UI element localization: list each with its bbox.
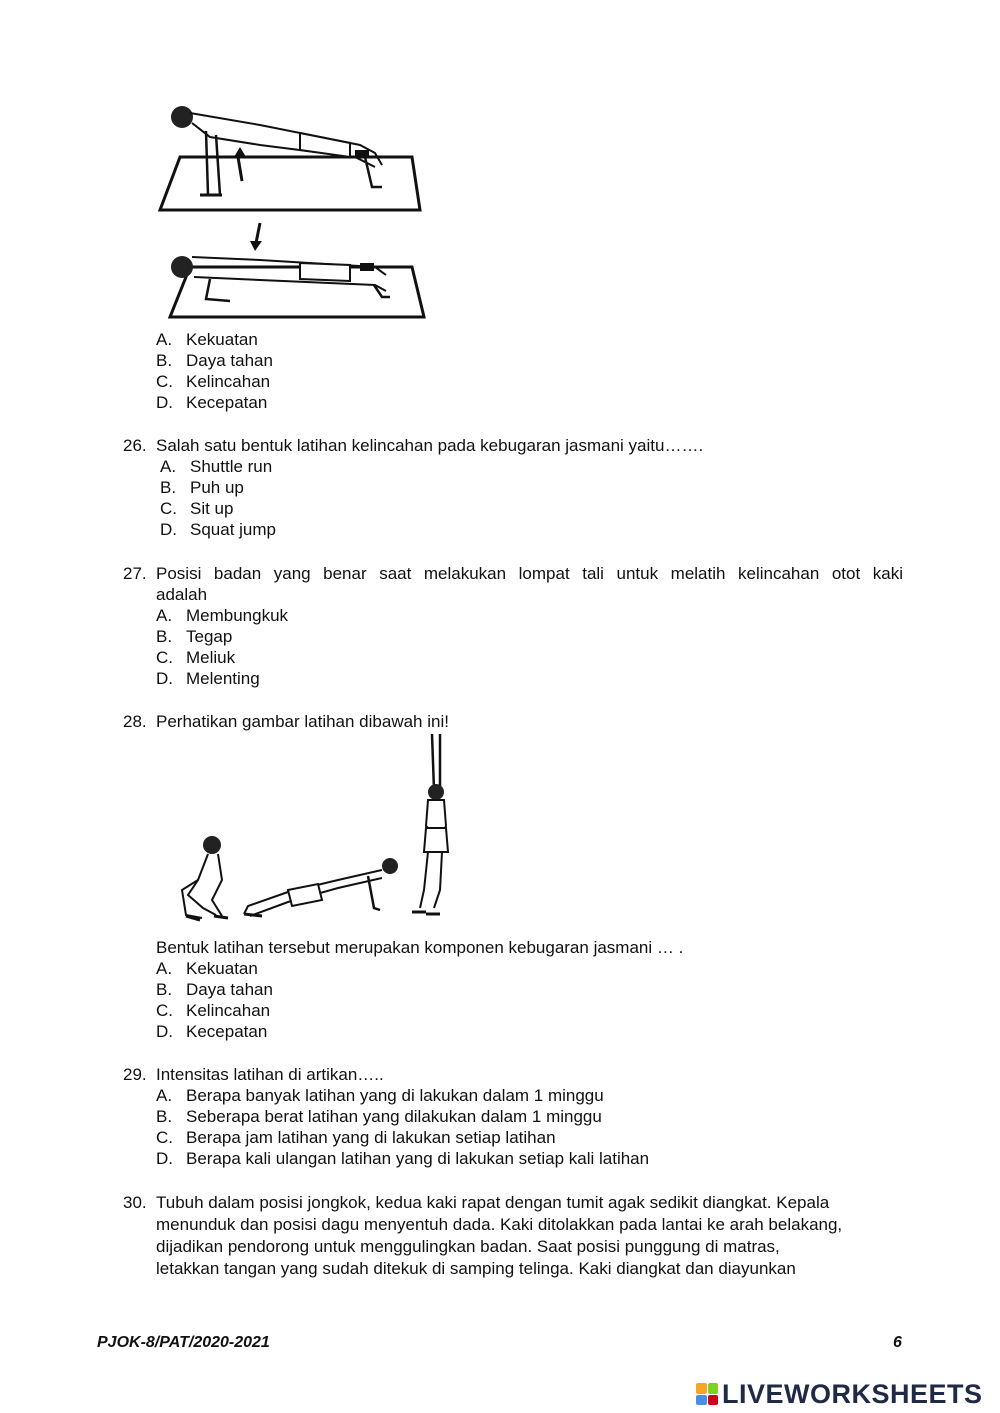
q27-option-text: Tegap bbox=[186, 627, 233, 646]
q27-option-a bbox=[156, 605, 288, 626]
q28-option-a bbox=[156, 958, 258, 979]
q30-number: 30. bbox=[123, 1193, 147, 1212]
q29-option-text: Seberapa berat latihan yang dilakukan dalam 1 minggu bbox=[186, 1107, 602, 1126]
q27-option-text: Meliuk bbox=[186, 648, 236, 667]
q25-option-b bbox=[156, 350, 273, 371]
logo-tile bbox=[696, 1395, 707, 1406]
q26-option-letter: C. bbox=[160, 499, 177, 518]
q28-option-b bbox=[156, 979, 273, 1000]
q28-option-text: Kekuatan bbox=[186, 959, 258, 978]
q26-option-letter: A. bbox=[160, 457, 177, 476]
q26-option-d bbox=[160, 519, 276, 540]
q26-option-text: Puh up bbox=[190, 478, 244, 497]
q28-option-d bbox=[156, 1021, 267, 1042]
q29-option-a bbox=[156, 1085, 604, 1106]
q27-text-line2: adalah bbox=[156, 585, 208, 604]
q26-number: 26. bbox=[123, 436, 147, 455]
q30-line-1: Tubuh dalam posisi jongkok, kedua kaki rapat dengan tumit agak sedikit diangkat. Kepala bbox=[156, 1193, 830, 1212]
q26-option-text: Squat jump bbox=[190, 520, 276, 539]
q25-option-letter: B. bbox=[156, 351, 173, 370]
q29-option-d bbox=[156, 1148, 649, 1169]
logo-tile bbox=[708, 1383, 719, 1394]
q26-text: Salah satu bentuk latihan kelincahan pada kebugaran jasmani yaitu……. bbox=[156, 436, 704, 455]
logo-tile bbox=[708, 1395, 719, 1406]
q25-option-letter: A. bbox=[156, 330, 173, 349]
q28-option-text: Kecepatan bbox=[186, 1022, 268, 1041]
push-up-illustration bbox=[150, 95, 440, 325]
q28-option-letter: D. bbox=[156, 1022, 173, 1041]
q26-option-a bbox=[160, 456, 272, 477]
q27-option-b bbox=[156, 626, 232, 647]
q29-option-b bbox=[156, 1106, 602, 1127]
q27-option-letter: A. bbox=[156, 606, 173, 625]
q28-option-c bbox=[156, 1000, 270, 1021]
q28-option-text: Kelincahan bbox=[186, 1001, 271, 1020]
q25-option-text: Kelincahan bbox=[186, 372, 271, 391]
q29-option-text: Berapa jam latihan yang di lakukan setiap latihan bbox=[186, 1128, 556, 1147]
q27-option-c bbox=[156, 647, 235, 668]
logo-tile bbox=[696, 1383, 707, 1394]
q29-option-letter: D. bbox=[156, 1149, 173, 1168]
q29-option-letter: B. bbox=[156, 1107, 173, 1126]
q28-option-letter: A. bbox=[156, 959, 173, 978]
q26-option-letter: D. bbox=[160, 520, 177, 539]
q30-line-2: menunduk dan posisi dagu menyentuh dada. Kaki ditolakkan pada lantai ke arah belakang, bbox=[156, 1215, 843, 1234]
q28-option-letter: B. bbox=[156, 980, 173, 999]
q26-option-text: Shuttle run bbox=[190, 457, 273, 476]
q27-option-d bbox=[156, 668, 260, 689]
q27-option-letter: B. bbox=[156, 627, 173, 646]
q28-number: 28. bbox=[123, 712, 147, 731]
q28-option-text: Daya tahan bbox=[186, 980, 273, 999]
q29-text: Intensitas latihan di artikan….. bbox=[156, 1065, 384, 1084]
footer-document-code: PJOK-8/PAT/2020-2021 bbox=[97, 1334, 270, 1351]
q25-option-text: Daya tahan bbox=[186, 351, 273, 370]
q28-subtext: Bentuk latihan tersebut merupakan komponen kebugaran jasmani … . bbox=[156, 938, 684, 957]
q29-option-letter: A. bbox=[156, 1086, 173, 1105]
q26-option-c bbox=[160, 498, 233, 519]
q29-option-text: Berapa kali ulangan latihan yang di lakukan setiap kali latihan bbox=[186, 1149, 650, 1168]
q25-option-a bbox=[156, 329, 258, 350]
footer-page-number: 6 bbox=[893, 1334, 902, 1351]
q29-option-letter: C. bbox=[156, 1128, 173, 1147]
q27-option-text: Melenting bbox=[186, 669, 260, 688]
q30-line-3: dijadikan pendorong untuk menggulingkan badan. Saat posisi punggung di matras, bbox=[156, 1237, 780, 1256]
q25-option-text: Kekuatan bbox=[186, 330, 258, 349]
q26-option-text: Sit up bbox=[190, 499, 234, 518]
q29-option-c bbox=[156, 1127, 556, 1148]
q27-option-letter: D. bbox=[156, 669, 173, 688]
q25-option-letter: C. bbox=[156, 372, 173, 391]
q27-option-text: Membungkuk bbox=[186, 606, 289, 625]
q30-line-4: letakkan tangan yang sudah ditekuk di samping telinga. Kaki diangkat dan diayunkan bbox=[156, 1259, 796, 1278]
q25-option-c bbox=[156, 371, 270, 392]
burpee-illustration bbox=[168, 730, 458, 930]
q25-option-d bbox=[156, 392, 267, 413]
q27-text-line1: Posisi badan yang benar saat melakukan lompat tali untuk melatih kelincahan otot kaki bbox=[156, 564, 903, 583]
q29-number: 29. bbox=[123, 1065, 147, 1084]
q28-text: Perhatikan gambar latihan dibawah ini! bbox=[156, 712, 449, 731]
liveworksheets-brand[interactable] bbox=[696, 1378, 983, 1410]
q27-option-letter: C. bbox=[156, 648, 173, 667]
q28-option-letter: C. bbox=[156, 1001, 173, 1020]
q26-option-letter: B. bbox=[160, 478, 177, 497]
q26-option-b bbox=[160, 477, 244, 498]
q29-option-text: Berapa banyak latihan yang di lakukan dalam 1 minggu bbox=[186, 1086, 604, 1105]
liveworksheets-logo-icon bbox=[696, 1383, 718, 1405]
q27-number: 27. bbox=[123, 564, 147, 583]
q25-option-text: Kecepatan bbox=[186, 393, 268, 412]
brand-name: LIVEWORKSHEETS bbox=[722, 1378, 983, 1409]
q25-option-letter: D. bbox=[156, 393, 173, 412]
